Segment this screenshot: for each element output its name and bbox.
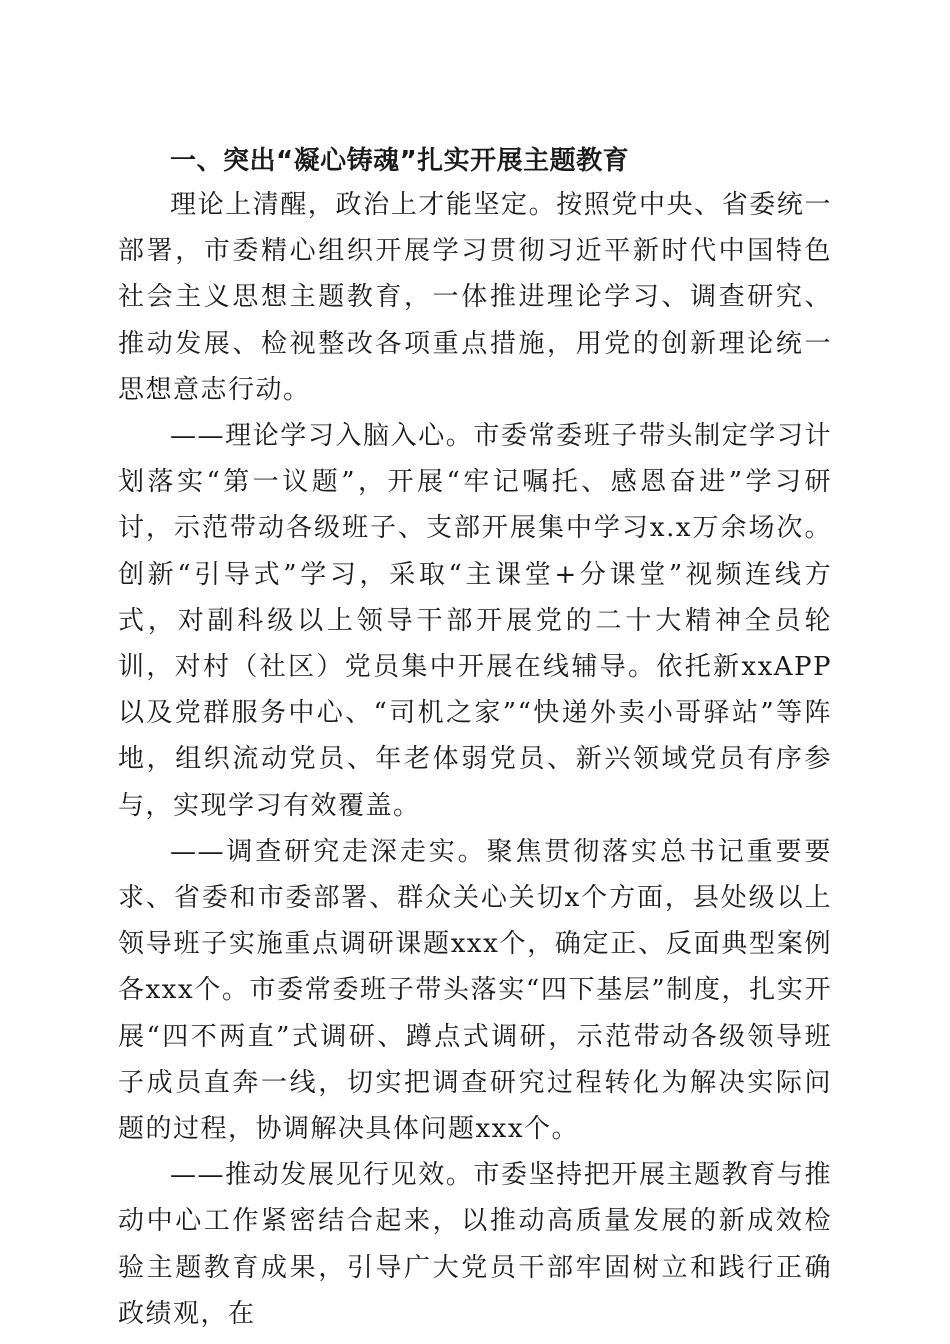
intro-paragraph: 理论上清醒，政治上才能坚定。按照党中央、省委统一部署，市委精心组织开展学习贯彻习近平新时代中国特色社会主义思想主题教育，一体推进理论学习、调查研究、推动发展、检视整改各项重点措施，用党的创新理论统一思想意志行动。 [118, 190, 832, 405]
section-heading: 一、突出“凝心铸魂”扎实开展主题教育 [170, 146, 630, 176]
theory-study-paragraph: ——理论学习入脑入心。市委常委班子带头制定学习计划落实“第一议题”，开展“牢记嘱托、感恩奋进”学习研讨，示范带动各级班子、支部开展集中学习x.x万余场次。创新“引导式”学习，采取“主课堂+分课堂”视频连线方式，对副科级以上领导干部开展党的二十大精神全员轮训，对村（社区）党员集中开展在线辅导。依托新xxAPP以及党群服务中心、“司机之家”“快递外卖小哥驿站”等阵地，组织流动党员、年老体弱党员、新兴领域党员有序参与，实现学习有效覆盖。 [118, 421, 832, 821]
development-paragraph: ——推动发展见行见效。市委坚持把开展主题教育与推动中心工作紧密结合起来，以推动高质量发展的新成效检验主题教育成果，引导广大党员干部牢固树立和践行正确政绩观，在 [118, 1160, 832, 1329]
research-paragraph: ——调查研究走深走实。聚焦贯彻落实总书记重要要求、省委和市委部署、群众关心关切x个方面，县处级以上领导班子实施重点调研课题xxx个，确定正、反面典型案例各xxx个。市委常委班子带头落实“四下基层”制度，扎实开展“四不两直”式调研、蹲点式调研，示范带动各级领导班子成员直奔一线，切实把调查研究过程转化为解决实际问题的过程，协调解决具体问题xxx个。 [118, 836, 832, 1145]
document-body [118, 140, 832, 1337]
